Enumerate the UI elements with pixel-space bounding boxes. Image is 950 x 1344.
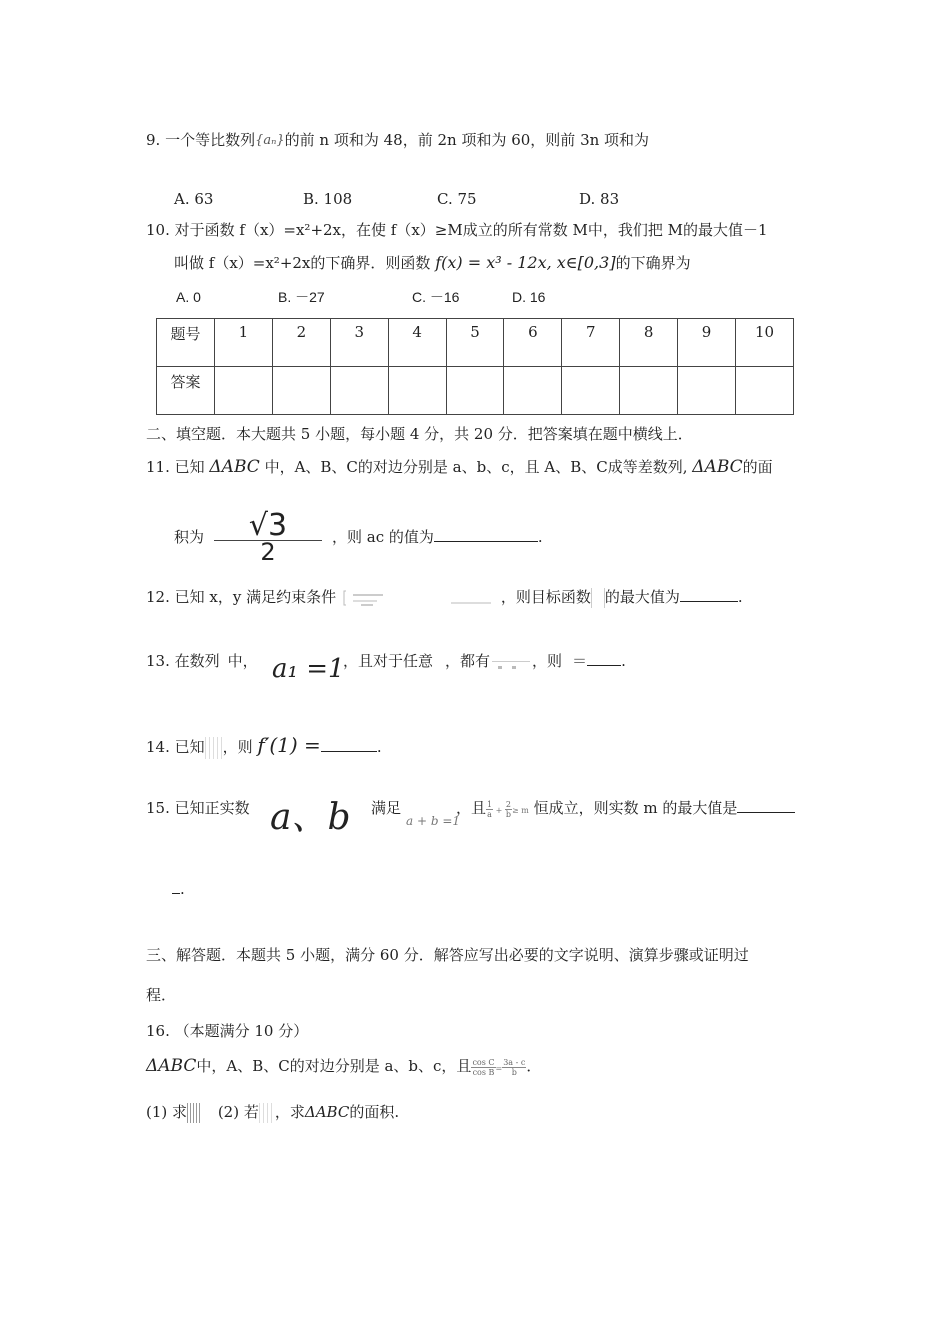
answer-cell[interactable] <box>446 367 504 415</box>
q14-text-b: ，则 <box>222 738 253 756</box>
q11-fraction <box>214 508 322 566</box>
section3-header-line2: 程． <box>146 986 177 1004</box>
answer-cell[interactable] <box>562 367 620 415</box>
q13-text-b: 中， <box>227 652 258 670</box>
section2-header: 二、填空题．本大题共 5 小题，每小题 4 分，共 20 分．把答案填在题中横线上． <box>146 425 693 443</box>
q16-part1-image <box>187 1103 201 1123</box>
q15-frac-2 <box>505 800 512 819</box>
q10-formula: f(x) = x³ - 12x, x∈[0,3] <box>435 253 616 272</box>
q10-option-b: B. －27 <box>278 289 325 305</box>
q16-part2-c: 的面积. <box>349 1103 400 1121</box>
answer-cell[interactable] <box>215 367 273 415</box>
q9-option-a: A. 63 <box>174 190 214 208</box>
q13-text-e: ，则 <box>532 652 563 670</box>
q13-seq-image <box>220 655 228 669</box>
q10-option-d: D. 16 <box>512 289 546 305</box>
q9-stem <box>146 129 649 152</box>
q10-line2 <box>174 252 691 274</box>
table-cell-number: 5 <box>446 319 504 367</box>
table-cell-number: 10 <box>736 319 794 367</box>
q12-text-b: ，则目标函数 <box>500 588 591 606</box>
q9-text-a: 9. 一个等比数列 <box>146 131 256 149</box>
q15-answer-blank-2[interactable] <box>172 879 180 894</box>
q11-text-e: ，则 ac 的值为 <box>332 528 434 546</box>
q15-text-b: 满足 <box>371 799 402 817</box>
q16-frac-left-den: cos B <box>472 1067 495 1077</box>
q16-frac-right-num: 3a - c <box>503 1057 526 1067</box>
q11-frac-den: 2 <box>260 538 276 566</box>
q16-stem <box>146 1055 541 1080</box>
answer-cell[interactable] <box>388 367 446 415</box>
q16-text-a: 中，A、B、C的对边分别是 a、b、c，且 <box>196 1057 472 1075</box>
q12-constraint-image <box>341 588 501 608</box>
q10-option-a: A. 0 <box>176 289 201 305</box>
answer-cell[interactable] <box>678 367 736 415</box>
q14-end: . <box>376 738 382 756</box>
q13-line-tail <box>343 650 626 672</box>
q11-abc-1: ΔABC <box>209 457 260 477</box>
table-cell-number: 1 <box>215 319 273 367</box>
q15-line2 <box>172 878 185 900</box>
table-cell-number: 2 <box>272 319 330 367</box>
q15-ab: a、b <box>270 797 351 838</box>
section3-header-line1: 三、解答题．本题共 5 小题，满分 60 分．解答应写出必要的文字说明、演算步骤或证明过 <box>146 946 749 964</box>
q11-text-d: 积为 <box>174 528 205 546</box>
q16-abc: ΔABC <box>146 1056 197 1076</box>
q13-text-a: 13. 在数列 <box>146 652 220 670</box>
table-cell-number: 6 <box>504 319 562 367</box>
q14-text-a: 14. 已知 <box>146 738 205 756</box>
q13-n-image <box>433 655 445 669</box>
q13-line <box>146 650 258 672</box>
q16-frac-right <box>502 1058 526 1077</box>
q11-line2-tail <box>332 526 543 548</box>
q16-end: ． <box>526 1057 542 1075</box>
q16-title: 16. （本题满分 10 分） <box>146 1022 309 1040</box>
q16-equals: = <box>495 1064 503 1073</box>
q16-frac-right-den: b <box>511 1067 517 1077</box>
q9-option-b: B. 108 <box>303 190 353 208</box>
q14-fprime: f′(1) = <box>257 733 321 757</box>
q15-frac2-num: 2 <box>505 799 511 809</box>
q14-answer-blank[interactable] <box>321 737 377 752</box>
answer-cell[interactable] <box>272 367 330 415</box>
q15-frac2-den: b <box>505 809 512 819</box>
q15-ineq-tail: ≥ m <box>512 806 529 815</box>
q11-answer-blank[interactable] <box>434 527 538 542</box>
q11-text-b: 中，A、B、C的对边分别是 a、b、c，且 A、B、C成等差数列, <box>264 458 688 476</box>
q16-parts <box>146 1101 399 1123</box>
q10-line1: 10. 对于函数 f（x）=x²+2x，在使 f（x）≥M成立的所有常数 M中，我们把 M的最大值－1 <box>146 221 768 239</box>
table-label-answer: 答案 <box>157 367 215 415</box>
q16-frac-left <box>471 1058 495 1077</box>
q12-line <box>146 586 743 608</box>
q9-option-d: D. 83 <box>579 190 620 208</box>
q16-frac-left-num: cos C <box>472 1057 495 1067</box>
table-label-question-number: 题号 <box>157 319 215 367</box>
q15-text-a: 15. 已知正实数 <box>146 799 250 817</box>
q16-part2-image <box>259 1103 275 1123</box>
recurrence-formula-icon <box>490 657 532 671</box>
q9-text-b: 的前 n 项和为 48，前 2n 项和为 60，则前 3n 项和为 <box>284 131 650 149</box>
q15-plus: + <box>493 806 505 815</box>
q10-line2-b: 的下确界为 <box>615 254 691 272</box>
q15-end: . <box>180 880 185 898</box>
table-cell-number: 7 <box>562 319 620 367</box>
q11-line1 <box>146 456 773 478</box>
answer-cell[interactable] <box>504 367 562 415</box>
q12-text-a: 12. 已知 x，y 满足约束条件 <box>146 588 337 606</box>
q12-objective-image <box>591 588 605 608</box>
q15-text-d: 恒成立，则实数 m 的最大值是 <box>533 799 738 817</box>
answer-table <box>156 318 794 415</box>
q15-condition: a + b =1 <box>406 814 461 828</box>
q11-line2 <box>174 526 204 548</box>
q13-an-image <box>562 655 572 669</box>
q11-text-c: 的面 <box>742 458 773 476</box>
q15-frac1-den: a <box>487 809 492 819</box>
q11-abc-2: ΔABC <box>692 457 743 477</box>
q13-a1: a₁ =1 <box>272 654 345 684</box>
constraint-formula-icon <box>341 588 501 608</box>
q15-text-c: ，且 <box>456 799 487 817</box>
q11-end: . <box>537 528 543 546</box>
table-cell-number: 8 <box>620 319 678 367</box>
table-cell-number: 4 <box>388 319 446 367</box>
q16-abc-2: ΔABC <box>304 1103 350 1121</box>
table-row-numbers <box>157 319 794 367</box>
q14-line <box>146 734 382 759</box>
q13-text-c: ，且对于任意 <box>343 652 434 670</box>
q16-part2-b: ，求 <box>274 1103 305 1121</box>
q9-option-c: C. 75 <box>437 190 477 208</box>
q10-option-c: C. －16 <box>412 289 460 305</box>
q16-part2: (2) 若 <box>217 1103 259 1121</box>
q13-text-f: ＝ <box>572 652 588 670</box>
table-row-answers <box>157 367 794 415</box>
q13-text-d: ，都有 <box>445 652 491 670</box>
q13-recurrence-image <box>490 655 532 669</box>
q13-end: . <box>621 652 626 670</box>
answer-cell[interactable] <box>736 367 794 415</box>
q16-part1: (1) 求 <box>146 1103 188 1121</box>
answer-cell[interactable] <box>330 367 388 415</box>
q13-answer-blank[interactable] <box>587 651 621 666</box>
q15-answer-blank-1[interactable] <box>737 798 795 813</box>
q12-end: . <box>737 588 743 606</box>
table-cell-number: 9 <box>678 319 736 367</box>
q12-answer-blank[interactable] <box>680 587 738 602</box>
answer-cell[interactable] <box>620 367 678 415</box>
table-cell-number: 3 <box>330 319 388 367</box>
q15-frac1-num: 1 <box>487 799 493 809</box>
q11-text-a: 11. 已知 <box>146 458 205 476</box>
q14-function-image <box>205 737 223 759</box>
q15-line-tail <box>456 797 795 822</box>
q12-text-c: 的最大值为 <box>604 588 680 606</box>
q11-frac-num: √3 <box>214 512 322 541</box>
q9-sequence: {aₙ} <box>255 133 285 148</box>
q10-line2-a: 叫做 f（x）=x²+2x的下确界．则函数 <box>174 254 431 272</box>
